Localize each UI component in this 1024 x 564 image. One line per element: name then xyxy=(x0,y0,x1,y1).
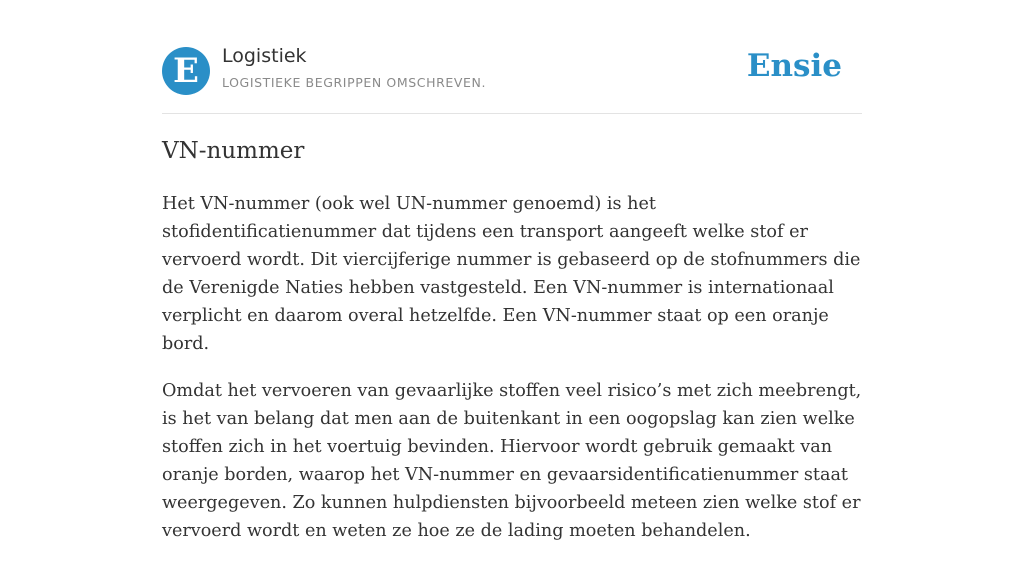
site-title-link[interactable]: Logistiek xyxy=(222,45,307,67)
article-paragraph-2: Omdat het vervoeren van gevaarlijke stoffen veel risico’s met zich meebrengt, is het van belang dat men aan de buitenkant in een oogopslag kan zien welke stoffen zich in het voertuig bevinden. Hiervoor wordt gebruik gemaakt van oranje borden, waarop het VN-nummer en gevaarsidentificatienummer staat weergegeven. Zo kunnen hulpdiensten bijvoorbeeld meteen zien welke stof er vervoerd wordt en weten ze hoe ze de lading moeten behandelen. xyxy=(162,381,862,541)
site-header xyxy=(162,0,862,114)
ensie-brand-logo[interactable]: Ensie xyxy=(746,48,842,84)
site-logo-icon[interactable]: E xyxy=(162,47,210,95)
article-paragraph-1: Het VN-nummer (ook wel UN-nummer genoemd) is het stofidentificatienummer dat tijdens een transport aangeeft welke stof er vervoerd wordt. Dit viercijferige nummer is gebaseerd op de stofnummers die de Verenigde Naties hebben vastgesteld. Een VN-nummer is internationaal verplicht en daarom overal hetzelfde. Een VN-nummer staat op een oranje bord. xyxy=(162,194,861,354)
article-title: VN-nummer xyxy=(162,138,305,164)
article-body xyxy=(162,190,862,564)
content-container xyxy=(162,0,862,541)
site-subtitle: LOGISTIEKE BEGRIPPEN OMSCHREVEN. xyxy=(222,75,487,90)
